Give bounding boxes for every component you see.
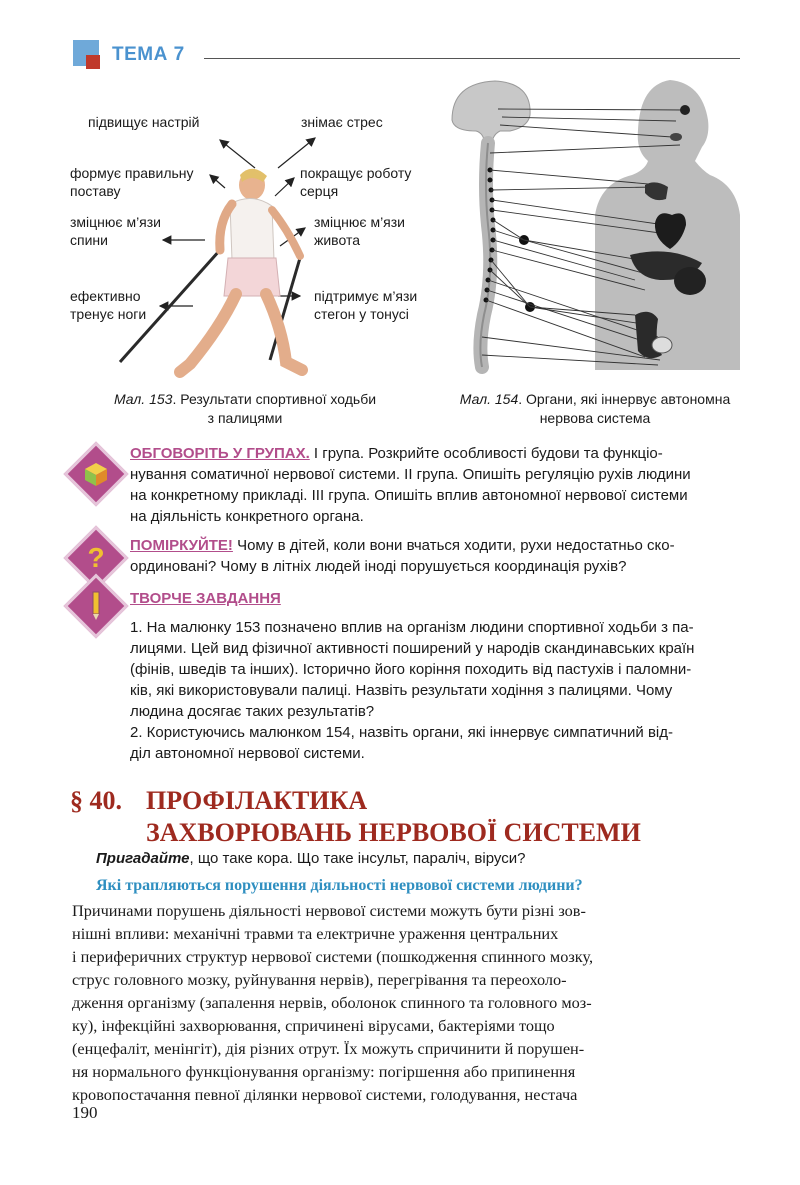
pencil-icon: [68, 578, 124, 634]
caption-153: Мал. 153. Результати спортивної ходьби з палицями: [113, 391, 377, 426]
brain: [452, 81, 530, 145]
page-number: 190: [72, 1103, 98, 1122]
effect-stress: знімає стрес: [301, 114, 383, 130]
effect-hips: підтримує м’язи стегон у тонусі: [314, 288, 418, 322]
effect-abs: зміцнює м’язи живота: [314, 214, 405, 248]
recall-prompt: Пригадайте, що таке кора. Що таке інсульт, параліч, віруси?: [96, 850, 526, 867]
section-number: § 40.: [70, 786, 122, 815]
arrow-mood: [220, 140, 255, 168]
task-creative-heading: ТВОРЧЕ ЗАВДАННЯ: [130, 590, 281, 607]
organ-stomach: [674, 267, 706, 295]
effect-legs: ефективно тренує ноги: [70, 288, 147, 322]
header-mark-accent: [86, 55, 100, 69]
task-think: ПОМІРКУЙТЕ! Чому в дітей, коли вони вчаться ходити, рухи недостатньо ско- ординовані? Чому в літніх людей іноді порушується координація рухів?: [130, 537, 675, 575]
header-rule: [204, 58, 740, 59]
caption-154: Мал. 154. Органи, які іннервує автономна нервова система: [459, 391, 731, 426]
figure-154-illustration: [440, 75, 740, 390]
section-title-line-1: ПРОФІЛАКТИКА: [146, 786, 368, 815]
organ-bladder: [652, 337, 672, 353]
discuss-icon: [68, 446, 124, 502]
task-discuss: ОБГОВОРІТЬ У ГРУПАХ. І група. Розкрийте особливості будови та функціо- нування соматичної нервової системи. ІІ група. Опишіть регуляцію рухів людини на конкретному прикладі. ІІІ група. Опишіть вплив автономної нервової системи на діяльність конкретного органа.: [130, 445, 691, 525]
effect-posture: формує правильну поставу: [70, 165, 194, 199]
effect-heart: покращує роботу серця: [300, 165, 412, 199]
task-creative-body: 1. На малюнку 153 позначено вплив на організм людини спортивної ходьби з па- лицями. Цей вид фізичної активності поширений у народів скандинавських країн (фінів, шведів та інших). Історично його коріння походить від пастухів і паломни- ків, які використовували палиці. Назвіть результати ходіння з палицями. Чому людина досягає таких результатів? 2. Користуючись малюнком 154, назвіть органи, які іннервує симпатичний від- діл автономної нервової системи.: [130, 619, 695, 762]
arrow-heart: [275, 178, 294, 196]
arrow-posture: [210, 175, 225, 188]
walker-figure: [180, 169, 302, 372]
section-title-line-2: ЗАХВОРЮВАНЬ НЕРВОВОЇ СИСТЕМИ: [146, 818, 641, 847]
task-creative-heading-row: [130, 588, 742, 609]
organ-eye: [680, 105, 690, 115]
section-body: Причинами порушень діяльності нервової системи можуть бути різні зов- нішні впливи: механічні травми та електричне ураження центральних і периферичних структур нервової системи (пошкодження спинного мозку, струс головного мозку, руйнування нервів), перегрівання та переохоло- дження організму (запалення нервів, оболонок спинного та головного моз- ку), інфекційні захворювання, спричинені вірусами, бактеріями тощо (енцефаліт, менінгіт), дія різних отрут. Їх можуть спричинити й порушен- ня нормального функціонування організму: погіршення або припинення кровопостачання певної ділянки нервової системи, голодування, нестача: [72, 901, 594, 1104]
task-discuss-heading: ОБГОВОРІТЬ У ГРУПАХ.: [130, 445, 310, 462]
topic-title: ТЕМА 7: [112, 44, 185, 65]
effect-back: зміцнює м’язи спини: [70, 214, 161, 248]
subsection-question: Які трапляються порушення діяльності нервової системи людини?: [96, 877, 583, 894]
question-icon: ?: [68, 530, 124, 586]
effect-mood: підвищує настрій: [88, 114, 200, 130]
task-think-heading: ПОМІРКУЙТЕ!: [130, 537, 233, 554]
organ-gland: [670, 133, 682, 141]
